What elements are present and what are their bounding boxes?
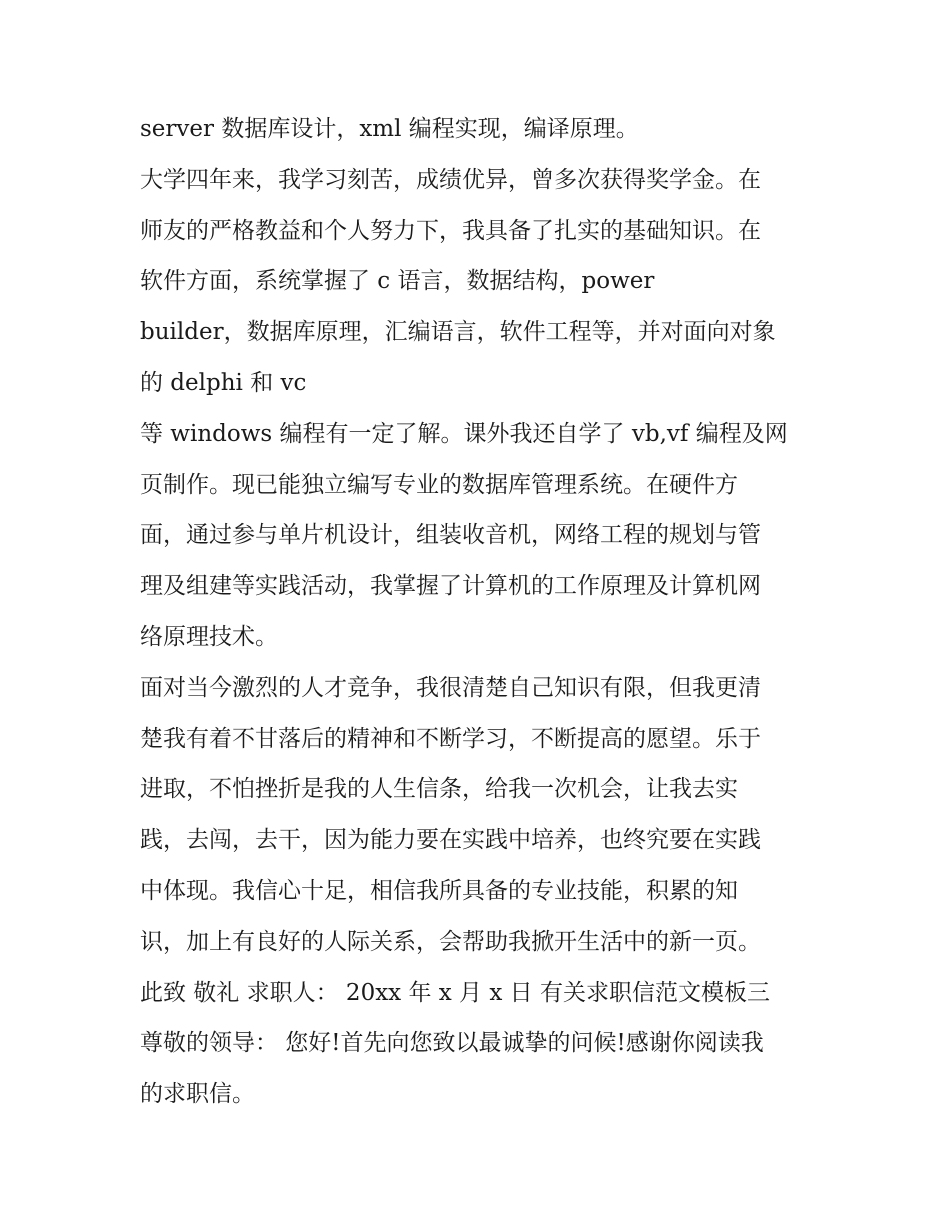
text-line: 面，通过参与单片机设计，组装收音机，网络工程的规划与管	[140, 522, 761, 549]
text-line: 此致 敬礼 求职人： 20xx 年 x 月 x 日 有关求职信范文模板三	[140, 979, 770, 1006]
text-line: 进取，不怕挫折是我的人生信条，给我一次机会，让我去实	[140, 776, 738, 803]
text-line: 识，加上有良好的人际关系，会帮助我掀开生活中的新一页。	[140, 928, 761, 955]
document-body	[140, 104, 830, 1120]
text-line: 面对当今激烈的人才竞争，我很清楚自己知识有限，但我更清	[140, 674, 761, 701]
text-line: 践，去闯，去干，因为能力要在实践中培养，也终究要在实践	[140, 827, 761, 854]
text-line: 楚我有着不甘落后的精神和不断学习，不断提高的愿望。乐于	[140, 725, 761, 752]
text-line: 页制作。现已能独立编写专业的数据库管理系统。在硬件方	[140, 471, 738, 498]
text-line: 的 delphi 和 vc	[140, 369, 307, 396]
text-line: 软件方面，系统掌握了 c 语言，数据结构，power	[140, 268, 655, 295]
text-line: 等 windows 编程有一定了解。课外我还自学了 vb,vf 编程及网	[140, 420, 788, 447]
text-line: 大学四年来，我学习刻苦，成绩优异，曾多次获得奖学金。在	[140, 166, 761, 193]
text-line: 理及组建等实践活动，我掌握了计算机的工作原理及计算机网	[140, 573, 761, 600]
text-line: 尊敬的领导： 您好!首先向您致以最诚挚的问候!感谢你阅读我	[140, 1030, 764, 1057]
text-line: 络原理技术。	[140, 623, 278, 650]
text-line: server 数据库设计，xml 编程实现，编译原理。	[140, 116, 639, 142]
text-line: builder，数据库原理，汇编语言，软件工程等，并对面向对象	[140, 319, 776, 346]
text-line: 的求职信。	[140, 1081, 255, 1108]
text-line: 师友的严格教益和个人努力下，我具备了扎实的基础知识。在	[140, 217, 761, 244]
text-line: 中体现。我信心十足，相信我所具备的专业技能，积累的知	[140, 877, 738, 904]
